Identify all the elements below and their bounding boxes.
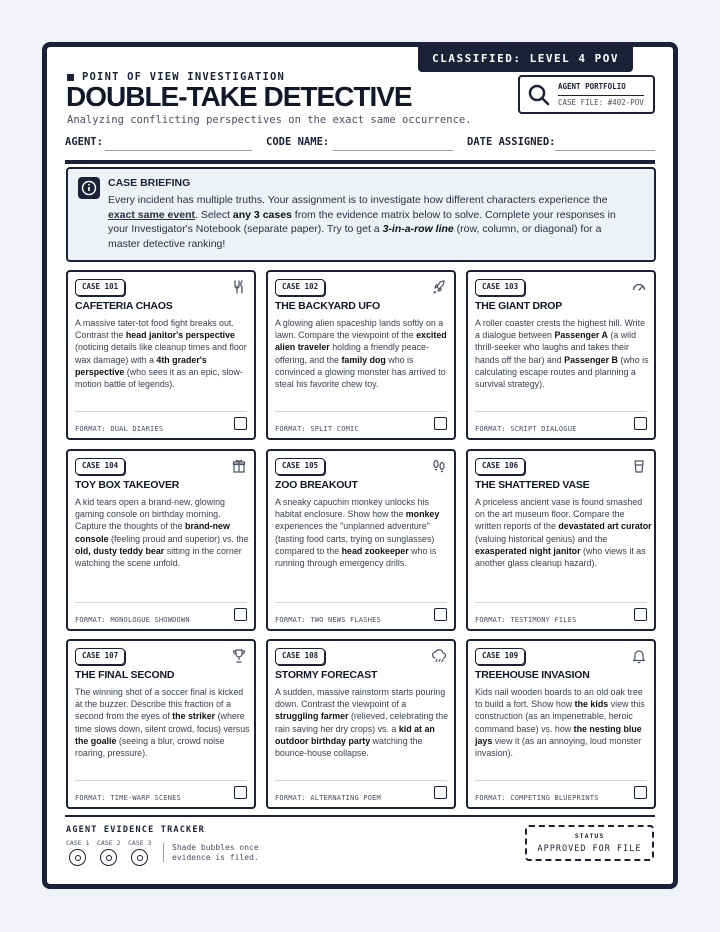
case-number-badge: CASE 101 [75, 279, 125, 296]
case-checkbox[interactable] [634, 786, 647, 799]
kicker-text: POINT OF VIEW INVESTIGATION [82, 71, 286, 83]
case-footer [475, 780, 647, 800]
case-format: FORMAT: SPLIT COMIC [275, 425, 359, 433]
info-icon [78, 177, 100, 199]
case-footer [275, 411, 447, 431]
case-title: THE GIANT DROP [475, 300, 563, 312]
bell-icon [631, 648, 647, 664]
case-number-badge: CASE 107 [75, 648, 125, 665]
case-checkbox[interactable] [234, 417, 247, 430]
case-file-frame [42, 42, 678, 889]
case-footer [75, 602, 247, 622]
case-title: ZOO BREAKOUT [275, 479, 358, 491]
status-label: STATUS [574, 832, 605, 840]
case-card[interactable] [266, 449, 456, 631]
case-2-bubble[interactable]: CASE 2 [97, 839, 120, 866]
case-number-badge: CASE 106 [475, 458, 525, 475]
case-format: FORMAT: TESTIMONY FILES [475, 616, 577, 624]
case-number-badge: CASE 109 [475, 648, 525, 665]
case-number-badge: CASE 102 [275, 279, 325, 296]
case-card[interactable] [66, 270, 256, 440]
case-card[interactable] [266, 270, 456, 440]
briefing-title: CASE BRIEFING [108, 177, 191, 189]
case-description: A roller coaster crests the highest hill. Write a dialogue between Passenger A (a wild thrill-seeker who laughs and takes their hands off the bar) and Passenger B (who is calculating escape routes and planning a survival strategy). [475, 318, 649, 390]
case-description: A kid tears open a brand-new, glowing gaming console on birthday morning. Capture the thoughts of the brand-new console (feeling proud and superior) vs. the old, dusty teddy bear sitting in the corner watching the scene unfold. [75, 497, 249, 569]
evidence-tracker-title: AGENT EVIDENCE TRACKER [66, 825, 205, 835]
case-number-badge: CASE 108 [275, 648, 325, 665]
agent-portfolio-box [518, 75, 655, 114]
agent-fields [65, 136, 655, 154]
case-title: THE FINAL SECOND [75, 669, 175, 681]
case-footer [475, 602, 647, 622]
case-1-bubble[interactable]: CASE 1 [66, 839, 89, 866]
magnifier-icon [528, 84, 550, 106]
case-format: FORMAT: MONOLOGUE SHOWDOWN [75, 616, 190, 624]
case-title: TREEHOUSE INVASION [475, 669, 590, 681]
case-description: A glowing alien spaceship lands softly on a lawn. Compare the viewpoint of the excited alien traveler holding a friendly peace-offering, and the family dog who is convinced a glowing monster has arrived to steal his favorite chew toy. [275, 318, 447, 390]
square-icon [67, 74, 74, 81]
agent-label: AGENT: [65, 136, 103, 148]
case-checkbox[interactable] [434, 608, 447, 621]
status-stamp [525, 825, 654, 861]
utensils-icon [231, 279, 247, 295]
case-title: CAFETERIA CHAOS [75, 300, 173, 312]
portfolio-title: AGENT PORTFOLIO [558, 82, 626, 91]
page-title: DOUBLE-TAKE DETECTIVE [66, 81, 412, 112]
case-description: A priceless ancient vase is found smashed on the art museum floor. Compare the written reports of the devastated art curator (valuing historical genius) and the exasperated night janitor (who views it as another glass cleanup hazard). [475, 497, 652, 569]
cup-icon [631, 458, 647, 474]
date-assigned-field[interactable] [555, 136, 655, 151]
case-description: The winning shot of a soccer final is kicked at the buzzer. Describe this fraction of a second from the eyes of the striker (where time slows down, silent crowd, focus) versus the goalie (seeing a blur, crowd noise roaring, pressure). [75, 687, 250, 759]
code-name-field[interactable] [333, 136, 453, 151]
case-number-badge: CASE 105 [275, 458, 325, 475]
shade-instructions: Shade bubbles once evidence is filed. [163, 843, 259, 862]
case-number-badge: CASE 103 [475, 279, 525, 296]
case-description: A massive tater-tot food fight breaks out. Contrast the head janitor's perspective (noticing details like cleanup times and floor wax damage) with a 4th grader's perspective (who sees it as an epic, slow-motion battle of legends). [75, 318, 247, 390]
agent-field[interactable] [105, 136, 252, 151]
case-title: STORMY FORECAST [275, 669, 378, 681]
case-number-badge: CASE 104 [75, 458, 125, 475]
case-title: THE BACKYARD UFO [275, 300, 380, 312]
case-description: A sudden, massive rainstorm starts pouring down. Contrast the viewpoint of a struggling farmer (relieved, celebrating the rain saving her dry crops) vs. a kid at an outdoor birthday party watching the bounce-house collapse. [275, 687, 449, 759]
case-card[interactable] [466, 449, 656, 631]
case-title: THE SHATTERED VASE [475, 479, 590, 491]
case-checkbox[interactable] [634, 417, 647, 430]
case-footer [275, 780, 447, 800]
gauge-icon [631, 279, 647, 295]
case-checkbox[interactable] [634, 608, 647, 621]
case-checkbox[interactable] [434, 417, 447, 430]
case-footer [475, 411, 647, 431]
portfolio-case-file: CASE FILE: #402-POV [558, 95, 644, 107]
date-assigned-label: DATE ASSIGNED: [467, 136, 556, 148]
case-format: FORMAT: TIME-WARP SCENES [75, 794, 181, 802]
status-value: APPROVED FOR FILE [537, 844, 642, 854]
footer-divider [65, 815, 655, 817]
header-divider [65, 160, 655, 164]
code-name-label: CODE NAME: [266, 136, 330, 148]
page-subtitle: Analyzing conflicting perspectives on the exact same occurrence. [67, 114, 472, 126]
case-card[interactable] [66, 639, 256, 809]
footprints-icon [431, 458, 447, 474]
cloud-rain-icon [431, 648, 447, 664]
case-format: FORMAT: ALTERNATING POEM [275, 794, 381, 802]
case-footer [75, 780, 247, 800]
classified-tab: CLASSIFIED: LEVEL 4 POV [418, 46, 633, 72]
briefing-text: Every incident has multiple truths. Your assignment is to investigate how different characters experience the exact same event. Select any 3 cases from the evidence matrix below to solve. Complete your responses in your Investigator's Notebook (separate paper). Try to get a 3-in-a-row line (row, column, or diagonal) for a master detective ranking! [108, 194, 616, 250]
case-card[interactable] [466, 639, 656, 809]
case-checkbox[interactable] [234, 786, 247, 799]
case-card[interactable] [466, 270, 656, 440]
case-format: FORMAT: DUAL DIARIES [75, 425, 164, 433]
case-footer [75, 411, 247, 431]
trophy-icon [231, 648, 247, 664]
case-footer [275, 602, 447, 622]
case-title: TOY BOX TAKEOVER [75, 479, 180, 491]
case-briefing [66, 167, 656, 262]
rocket-icon [431, 279, 447, 295]
case-format: FORMAT: TWO NEWS FLASHES [275, 616, 381, 624]
case-checkbox[interactable] [234, 608, 247, 621]
case-description: Kids nail wooden boards to an old oak tree to build a fort. Show how the kids view this construction (as an impenetrable, heroic command base) vs. how the nesting blue jays view it (as an annoying, loud monster invasion). [475, 687, 645, 759]
case-description: A sneaky capuchin monkey unlocks his habitat enclosure. Show how the monkey experiences the "unplanned adventure" (tasting food carts, trying on sunglasses) compared to the head zookeeper who is running through emergency drills. [275, 497, 440, 569]
case-card[interactable] [266, 639, 456, 809]
case-card[interactable] [66, 449, 256, 631]
case-3-bubble[interactable]: CASE 3 [128, 839, 151, 866]
case-format: FORMAT: COMPETING BLUEPRINTS [475, 794, 599, 802]
case-format: FORMAT: SCRIPT DIALOGUE [475, 425, 577, 433]
case-checkbox[interactable] [434, 786, 447, 799]
gift-icon [231, 458, 247, 474]
